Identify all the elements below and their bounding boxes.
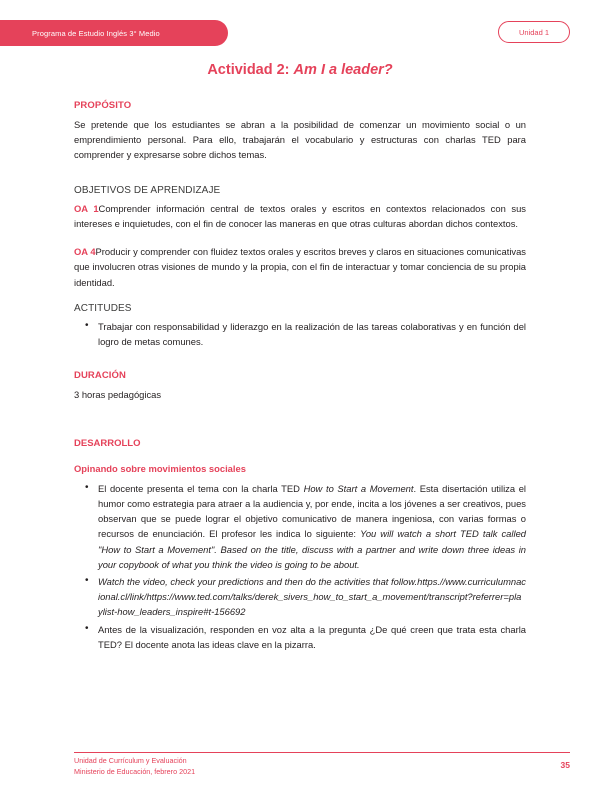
objetivo-oa4 bbox=[74, 244, 526, 290]
objetivo-oa4-text: Producir y comprender con fluidez textos orales y escritos breves y claros en situaciones comunicativas que involucren otras visiones de mundo y la propia, con el fin de interactuar y tomar conciencia de su propia identidad. bbox=[74, 246, 526, 288]
proposito-heading: PROPÓSITO bbox=[74, 100, 132, 111]
page-title bbox=[74, 62, 526, 78]
ted-talk-link[interactable]: https.//www.curriculumnacional.cl/link/https://www.ted.com/talks/derek_sivers_how_to_start_a_movement/transcript?referrer=playlist-how_leaders_inspire#t-156692 bbox=[98, 575, 526, 618]
proposito-text: Se pretende que los estudiantes se abran a la posibilidad de comenzar un movimiento social o un emprendimiento personal. Para ello, trabajarán el vocabulario y estructuras con charlas TED para comprender y expresarse sobre dichos temas. bbox=[74, 119, 526, 161]
objetivos-heading: OBJETIVOS DE APRENDIZAJE bbox=[74, 184, 221, 196]
bullet1-italic1: How to Start a Movement bbox=[303, 482, 414, 494]
desarrollo-subheading: Opinando sobre movimientos sociales bbox=[74, 462, 246, 474]
desarrollo-heading: DESARROLLO bbox=[74, 437, 141, 449]
list-item: • Trabajar con responsabilidad y liderazgo en la realización de las tareas colaborativas y en función del logro de metas comunes. bbox=[98, 319, 526, 349]
footer-divider bbox=[74, 752, 570, 753]
list-item bbox=[98, 574, 526, 620]
bullet2-text: Watch the video, check your predictions and then do the activities that follow. bbox=[98, 575, 418, 587]
bullet1-italic2: You will watch a short TED talk called "How to Start a Movement". Based on the title, discuss with a partner and write down three ideas in your copybook of what you think the video is going to be about. bbox=[98, 528, 526, 570]
list-item bbox=[98, 481, 526, 572]
unit-badge bbox=[498, 21, 570, 43]
footer-source bbox=[74, 756, 195, 778]
duracion-heading: DURACIÓN bbox=[74, 370, 126, 382]
objetivo-oa1-code: OA 1 bbox=[74, 202, 99, 214]
duracion-text: 3 horas pedagógicas bbox=[74, 389, 162, 401]
bullet1-part2: . Esta disertación utiliza el humor como estrategia para atraer a la audiencia y, por ende, incita a los jóvenes a ser creativos, pues observan que se puede lograr el objetivo comunicativo de manera ingeniosa, con varias formas o recursos de enunciación. El profesor les indica lo siguiente: bbox=[98, 482, 526, 540]
desarrollo-list bbox=[74, 481, 526, 653]
page-number: 35 bbox=[560, 760, 570, 770]
objetivo-oa4-code: OA 4 bbox=[74, 246, 96, 258]
page-title-emphasis: Am I a leader? bbox=[293, 62, 393, 78]
list-item: • Antes de la visualización, responden en voz alta a la pregunta ¿De qué creen que trata esta charla TED? El docente anota las ideas clave en la pizarra. bbox=[98, 622, 526, 652]
objetivo-oa1-text: Comprender información central de textos orales y escritos en contextos relacionados con sus intereses e inquietudes, con el fin de conocer las maneras en que otras culturas abordan dichos contextos. bbox=[74, 202, 526, 229]
footer-line-1: Unidad de Currículum y Evaluación bbox=[74, 756, 187, 766]
actitudes-heading: ACTITUDES bbox=[74, 302, 132, 314]
header-program-banner bbox=[0, 20, 228, 46]
document-content bbox=[74, 62, 526, 664]
unit-badge-label: Unidad 1 bbox=[518, 27, 550, 37]
footer-line-2: Ministerio de Educación, febrero 2021 bbox=[74, 767, 196, 777]
header-program-label: Programa de Estudio Inglés 3° Medio bbox=[32, 28, 160, 38]
actitudes-list bbox=[74, 319, 526, 349]
bullet1-part1: El docente presenta el tema con la charla TED bbox=[98, 482, 304, 494]
page-title-prefix: Actividad 2: bbox=[207, 62, 294, 78]
objetivo-oa1 bbox=[74, 201, 526, 231]
